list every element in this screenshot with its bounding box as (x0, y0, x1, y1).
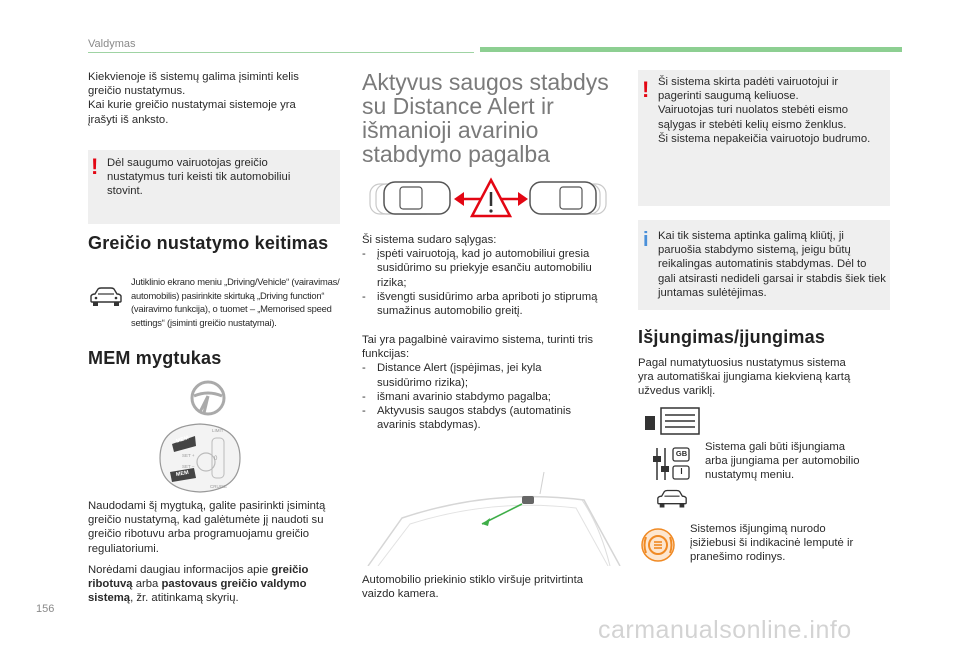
indicator-description: Sistemos išjungimą nurodo įsižiebusi ši indikacinė lemputė ir pranešimo rodinys. (690, 523, 854, 564)
set-plus-label: SET + (182, 453, 195, 458)
more-info-paragraph: Norėdami daugiau informacijos apie greičio ribotuvą arba pastovaus greičio valdymo sistemą, žr. atitinkamą skyrių. (88, 564, 309, 605)
speed-change-heading: Greičio nustatymo keitimas (88, 233, 329, 253)
toggle-description: Pagal numatytuosius nustatymus sistema yra automatiškai įjungiama kiekvieną kartą užvedus variklį. (638, 357, 851, 398)
mem-button-heading: MEM mygtukas (88, 348, 222, 368)
touchscreen-car-icon (88, 286, 124, 308)
limit-label: LIMIT (212, 428, 224, 433)
windshield-camera-illustration (362, 466, 624, 566)
safety-warning-box: ! Dėl saugumo vairuotojas greičio nustatymus turi keisti tik automobiliui stovint. (88, 150, 340, 224)
safety-brake-title: Aktyvus saugos stabdys su Distance Alert ir išmanioji avarinio stabdymo pagalba (362, 69, 609, 167)
set-minus-label: SET – (182, 464, 195, 469)
page-number: 156 (36, 603, 55, 615)
header-accent-bar (480, 47, 902, 52)
safety-brake-indicator-icon (640, 527, 676, 563)
camera-caption: Automobilio priekinio stiklo viršuje pritvirtinta vaizdo kamera. (362, 574, 584, 601)
conditions-list: Ši sistema sudaro sąlygas: - įspėti vairuotoją, kad jo automobiliui gresia susidūrimo su priekyje esančiu automobiliu rizika; - išvengti susidūrimo arba apriboti jo stiprumą sumažinus automobilio greitį. (362, 234, 598, 318)
header-rule (88, 52, 474, 53)
intro-paragraph: Kiekvienoje iš sistemų galima įsiminti kelis greičio nustatymus. Kai kurie greičio nustatymai sistemoje yra įrašyti iš anksto. (88, 71, 299, 126)
settings-menu-description: Sistema gali būti išjungiama arba įjungiama per automobilio nustatymų meniu. (705, 441, 860, 482)
section-header: Valdymas (88, 38, 136, 50)
mem-label-top: MEM (175, 435, 190, 445)
obstacle-info-box: i Kai tik sistema aptinka galimą kliūtį, ji paruošia stabdymo sistemą, jeigu būtų reikalingas automatinis stabdymas. Dėl to gali atsirasti nedideli garsai ir stabdis šiek tiek juntamas sulėtėjimas. (638, 220, 890, 310)
steering-wheel-icon (190, 380, 226, 416)
gb-label: GB (675, 449, 688, 458)
toggle-heading: Išjungimas/įjungimas (638, 327, 826, 347)
speed-change-instructions: Jutiklinio ekrano meniu „Driving/Vehicle“ (vairavimas/ automobilis) pasirinkite skirtuką „Driving function“ (vairavimo funkcija), o tuomet – „Memorised speed settings“ (įsiminti greičio nustatymai). (131, 276, 340, 328)
info-icon: i (643, 229, 649, 251)
warning-icon: ! (642, 77, 650, 102)
driver-assist-warning-box: ! Ši sistema skirta padėti vairuotojui ir pagerinti saugumą keliuose. Vairuotojas turi nuolatos stebėti eismo sąlygas ir stebėti kelių eismo ženklus. Ši sistema nepakeičia vairuotojo budrumo. (638, 70, 890, 206)
car-settings-icon (655, 488, 689, 510)
cruise-label: CRUISE (210, 484, 228, 489)
settings-sliders-icon (651, 446, 691, 482)
functions-list: Tai yra pagalbinė vairavimo sistema, turinti tris funkcijas: - Distance Alert (įspėjimas, jei kyla susidūrimo rizika); - išmani avarinio stabdymo pagalba; - Aktyvusis saugos stabdys (automatinis avarinis stabdymas). (362, 334, 594, 432)
cruise-stalk-illustration (150, 418, 250, 500)
i-label: I (680, 467, 683, 476)
mem-description: Naudodami šį mygtuką, galite pasirinkti įsimintą greičio nustatymą, kad galėtumėte jį naudoti su greičio ribotuvu arba programuojamu greičio reguliatoriumi. (88, 500, 326, 555)
warning-icon: ! (91, 154, 99, 179)
touchscreen-menu-icon (643, 406, 701, 436)
collision-warning-illustration (366, 176, 616, 222)
mem-label-bottom: MEM (175, 469, 190, 479)
zero-label: 0 (214, 456, 218, 462)
watermark: carmanualsonline.info (598, 616, 852, 644)
